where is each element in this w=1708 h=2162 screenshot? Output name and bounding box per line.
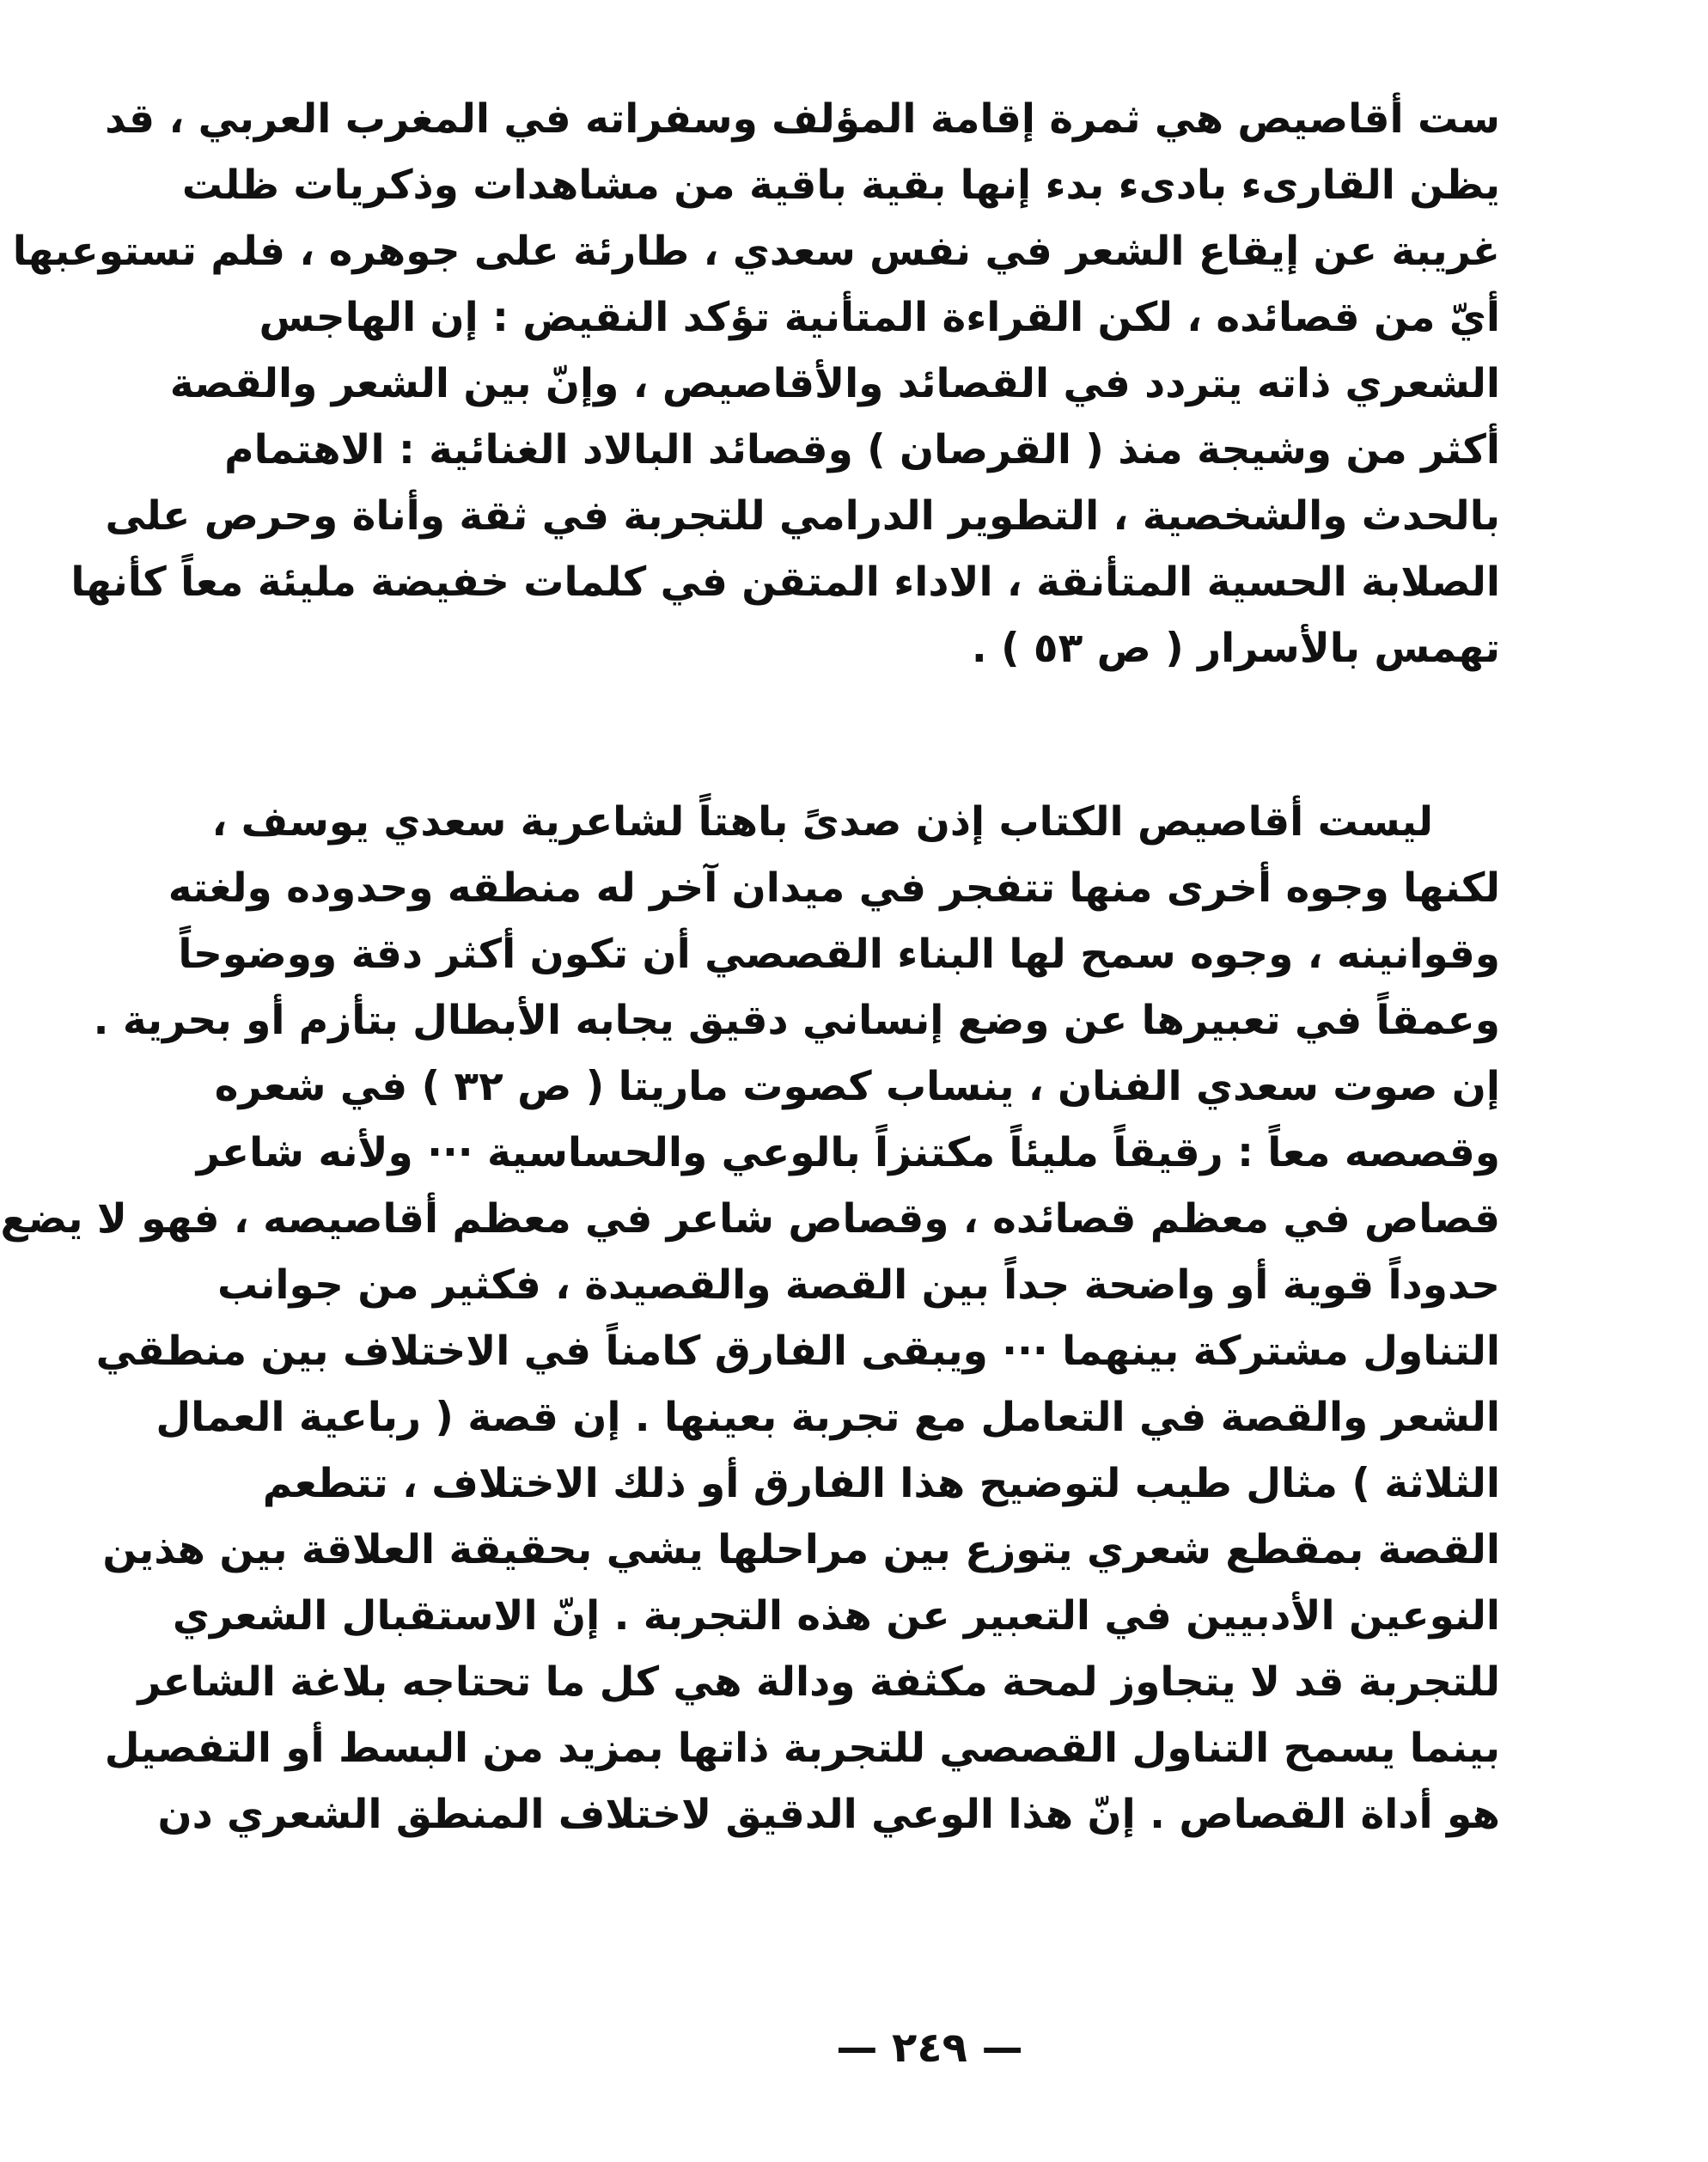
text-line: الشعر والقصة في التعامل مع تجربة بعينها . إن قصة ( رباعية العمال [156,1394,1500,1441]
paragraph-2 [0,789,1500,1847]
text-line: ست أقاصيص هي ثمرة إقامة المؤلف وسفراته في المغرب العربي ، قد [105,95,1500,143]
text-line: أيّ من قصائده ، لكن القراءة المتأنية تؤكد النقيض : إن الهاجس [259,294,1500,341]
text-line: الصلابة الحسية المتأنقة ، الاداء المتقن في كلمات خفيضة مليئة معاً كأنها [70,559,1500,606]
text-line: بالحدث والشخصية ، التطوير الدرامي للتجربة في ثقة وأناة وحرص على [105,492,1500,540]
text-line: وقصصه معاً : رقيقاً مليئاً مكتنزاً بالوعي والحساسية ··· ولأنه شاعر [196,1129,1500,1176]
text-line: إن صوت سعدي الفنان ، ينساب كصوت ماريتا ( ص ٣٢ ) في شعره [214,1063,1500,1110]
text-line: وعمقاً في تعبيرها عن وضع إنساني دقيق يجابه الأبطال بتأزم أو بحرية . [93,997,1500,1044]
text-line: بينما يسمح التناول القصصي للتجربة ذاتها بمزيد من البسط أو التفصيل [104,1725,1500,1772]
text-line: قصاص في معظم قصائده ، وقصاص شاعر في معظم أقاصيصه ، فهو لا يضع [0,1195,1500,1243]
page-number: — ٢٤٩ — [836,2024,1023,2072]
text-line: تهمس بالأسرار ( ص ٥٣ ) . [971,625,1500,672]
text-line: الثلاثة ) مثال طيب لتوضيح هذا الفارق أو ذلك الاختلاف ، تتطعم [262,1460,1500,1507]
text-line: يظن القارىء بادىء بدء إنها بقية باقية من مشاهدات وذكريات ظلت [181,162,1500,209]
text-line: القصة بمقطع شعري يتوزع بين مراحلها يشي بحقيقة العلاقة بين هذين [102,1526,1500,1573]
text-line: هو أداة القصاص . إنّ هذا الوعي الدقيق لاختلاف المنطق الشعري دن [157,1791,1500,1838]
text-line: وقوانينه ، وجوه سمح لها البناء القصصي أن تكون أكثر دقة ووضوحاً [178,931,1500,978]
text-line: التناول مشتركة بينهما ··· ويبقى الفارق كامناً في الاختلاف بين منطقي [95,1328,1500,1375]
text-line: النوعين الأدبيين في التعبير عن هذه التجربة . إنّ الاستقبال الشعري [172,1592,1500,1640]
text-line: أكثر من وشيجة منذ ( القرصان ) وقصائد البالاد الغنائية : الاهتمام [224,426,1500,473]
paragraph-1 [12,86,1500,681]
text-line: ليست أقاصيص الكتاب إذن صدىً باهتاً لشاعرية سعدي يوسف ، [211,798,1433,846]
text-line: الشعري ذاته يتردد في القصائد والأقاصيص ، وإنّ بين الشعر والقصة [169,360,1500,407]
text-line: غريبة عن إيقاع الشعر في نفس سعدي ، طارئة على جوهره ، فلم تستوعبها [12,228,1500,275]
text-line: لكنها وجوه أخرى منها تتفجر في ميدان آخر له منطقه وحدوده ولغته [168,864,1500,912]
text-line: للتجربة قد لا يتجاوز لمحة مكثفة ودالة هي كل ما تحتاجه بلاغة الشاعر [137,1658,1500,1706]
text-line: حدوداً قوية أو واضحة جداً بين القصة والقصيدة ، فكثير من جوانب [217,1261,1500,1309]
